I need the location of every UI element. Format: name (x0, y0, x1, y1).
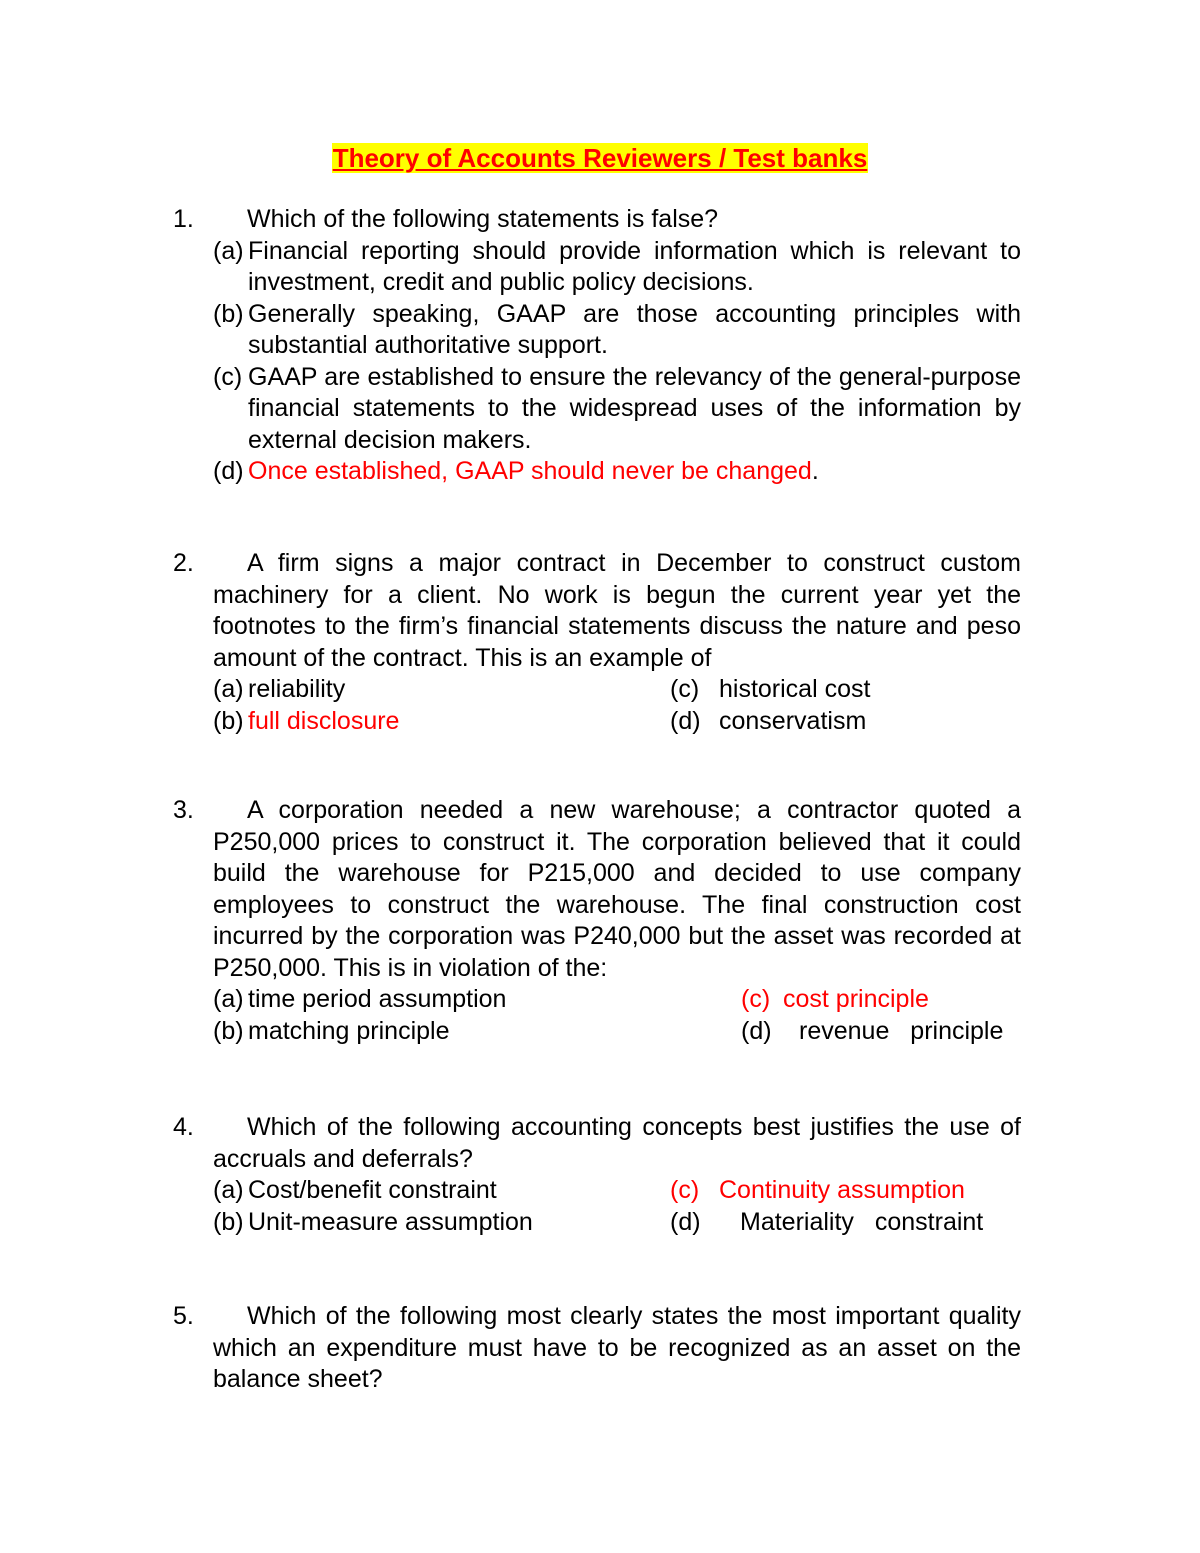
option-text: conservatism (719, 706, 867, 735)
option-c (213, 362, 1021, 457)
option-row-2 (213, 1207, 1021, 1239)
option-letter: (d) (670, 706, 701, 735)
option-letter: (b) (213, 706, 244, 735)
option-letter: (d) (741, 1016, 772, 1045)
option-letter: (b) (213, 1207, 244, 1236)
option-d-answer (213, 456, 1021, 488)
question-text: A corporation needed a new warehouse; a contractor quoted a P250,000 prices to construct it. The corporation believed that it could build the warehouse for P215,000 and decided to use company employees to construct the warehouse. The final construction cost incurred by the corporation was P240,000 but the asset was recorded at P250,000. This is in violation of the: (213, 796, 1021, 982)
option-text: matching principle (248, 1016, 450, 1045)
answer-text: full disclosure (248, 706, 400, 735)
option-text: Generally speaking, GAAP are those accounting principles with substantial authoritative support. (248, 299, 1021, 359)
question-number: 5. (173, 1302, 194, 1330)
question-4 (173, 1112, 1021, 1238)
question-number: 2. (173, 549, 194, 577)
option-letter: (a) (213, 985, 244, 1013)
option-text: historical cost (719, 675, 871, 703)
option-suffix: . (811, 457, 819, 485)
option-text: Cost/benefit constraint (248, 1176, 497, 1204)
option-a (213, 236, 1021, 299)
option-letter: (a) (213, 1176, 244, 1204)
answer-text: Continuity assumption (719, 1176, 965, 1204)
option-row-1 (213, 984, 1021, 1016)
option-letter: (a) (213, 675, 244, 703)
option-letter: (a) (213, 236, 244, 265)
option-row-2 (213, 1016, 1021, 1048)
answer-text: cost principle (783, 985, 929, 1013)
question-number: 3. (173, 796, 194, 824)
option-text: Materiality constraint (740, 1207, 984, 1236)
option-letter: (c) (213, 362, 243, 391)
page-title (0, 141, 1200, 175)
option-text: Unit-measure assumption (248, 1207, 533, 1236)
option-text: time period assumption (248, 985, 507, 1013)
question-3 (173, 795, 1021, 1047)
option-text: reliability (248, 675, 346, 703)
option-row-1 (213, 1175, 1021, 1207)
answer-text: Once established, GAAP should never be changed (248, 457, 812, 485)
option-text: Financial reporting should provide information which is relevant to investment, credit and public policy decisions. (248, 236, 1021, 296)
question-text: A firm signs a major contract in December to construct custom machinery for a client. No work is begun the current year yet the footnotes to the firm’s financial statements discuss the nature and peso amount of the contract. This is an example of (213, 549, 1021, 672)
option-letter: (b) (213, 1016, 244, 1045)
question-5 (173, 1301, 1021, 1396)
answer-letter: (c) (741, 985, 771, 1013)
question-1 (173, 204, 1021, 488)
option-text: revenue principle (799, 1016, 1004, 1045)
option-b (213, 299, 1021, 362)
answer-letter: (c) (670, 1176, 700, 1204)
question-2 (173, 548, 1021, 737)
option-row-2 (213, 706, 1021, 738)
option-letter: (b) (213, 299, 244, 328)
question-number: 1. (173, 205, 194, 233)
option-letter: (d) (670, 1207, 701, 1236)
question-text: Which of the following statements is false? (247, 205, 719, 233)
option-row-1 (213, 674, 1021, 706)
option-text: GAAP are established to ensure the relevancy of the general-purpose financial statements to the widespread uses of the information by external decision makers. (248, 362, 1021, 454)
option-letter: (c) (670, 675, 700, 703)
question-number: 4. (173, 1113, 194, 1141)
option-letter: (d) (213, 457, 244, 485)
title-text: Theory of Accounts Reviewers / Test banks (332, 143, 868, 173)
question-text: Which of the following accounting concepts best justifies the use of accruals and deferrals? (213, 1113, 1021, 1173)
question-text: Which of the following most clearly states the most important quality which an expenditure must have to be recognized as an asset on the balance sheet? (213, 1302, 1021, 1393)
